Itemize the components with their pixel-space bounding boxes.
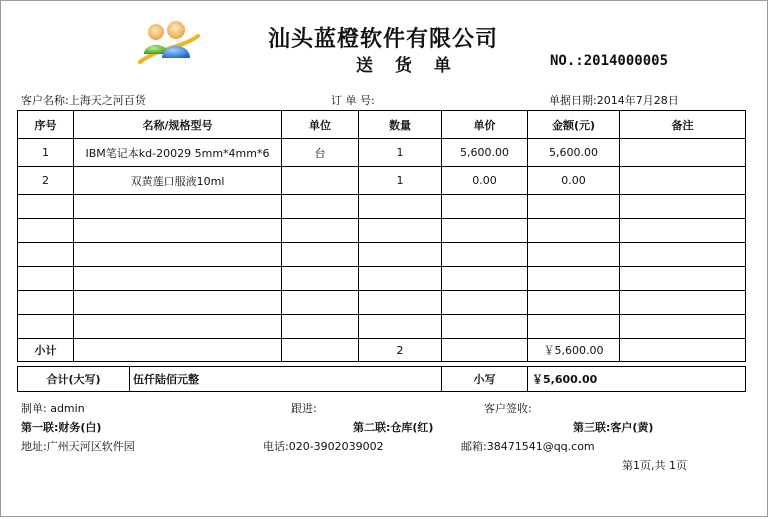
empty-row [18,267,746,291]
subtotal-amount: ￥5,600.00 [528,339,620,362]
subtotal-qty: 2 [359,339,442,362]
cell-amount: 0.00 [528,167,620,195]
copy-three: 第三联:客户(黄) [573,421,654,434]
company-name: 汕头蓝橙软件有限公司 [268,26,499,52]
table-header-row [18,111,746,139]
cell-unit [282,167,359,195]
email: 邮箱:38471541@qq.com [461,440,595,453]
items-table [17,110,746,362]
empty-row [18,219,746,243]
copy-one: 第一联:财务(白) [21,421,102,434]
cell-remark [620,139,746,167]
address: 地址:广州天河区软件园 [21,440,135,453]
table-row [18,139,746,167]
order-number: 订 单 号: [331,94,375,107]
document-number-value: 2014000005 [583,53,669,69]
cell-index: 2 [18,167,74,195]
document-number-label: NO.: [550,53,584,69]
users-logo-icon [138,18,200,68]
empty-row [18,195,746,219]
empty-row [18,291,746,315]
maker: 制单: admin [21,402,85,415]
cell-name: IBM笔记本kd-20029 5mm*4mm*6 [74,139,282,167]
total-row [18,367,746,392]
document-title: 送 货 单 [356,56,459,76]
cell-amount: 5,600.00 [528,139,620,167]
total-small-value: ￥5,600.00 [528,367,746,392]
document-date: 单据日期:2014年7月28日 [549,94,679,107]
cell-qty: 1 [359,139,442,167]
subtotal-row [18,339,746,362]
empty-row [18,243,746,267]
header-price: 单价 [442,111,528,139]
header-amount: 金额(元) [528,111,620,139]
total-label: 合计(大写) [18,367,130,392]
header-remark: 备注 [620,111,746,139]
header-qty: 数量 [359,111,442,139]
total-table [17,366,746,392]
copy-two: 第二联:仓库(红) [353,421,434,434]
document-number [550,53,668,69]
cell-name: 双黄莲口服液10ml [74,167,282,195]
phone: 电话:020-3902039002 [263,440,384,453]
total-in-words: 伍仟陆佰元整 [130,367,442,392]
cell-unit: 台 [282,139,359,167]
cell-price: 5,600.00 [442,139,528,167]
customer-sign: 客户签收: [484,402,532,415]
customer-name: 客户名称:上海天之河百货 [21,94,146,107]
total-small-label: 小写 [442,367,528,392]
header-name: 名称/规格型号 [74,111,282,139]
cell-qty: 1 [359,167,442,195]
table-row [18,167,746,195]
cell-price: 0.00 [442,167,528,195]
empty-row [18,315,746,339]
cell-index: 1 [18,139,74,167]
cell-remark [620,167,746,195]
subtotal-label: 小计 [18,339,74,362]
follow-up: 跟进: [291,402,317,415]
header-index: 序号 [18,111,74,139]
page-indicator: 第1页,共 1页 [622,459,687,472]
header-unit: 单位 [282,111,359,139]
